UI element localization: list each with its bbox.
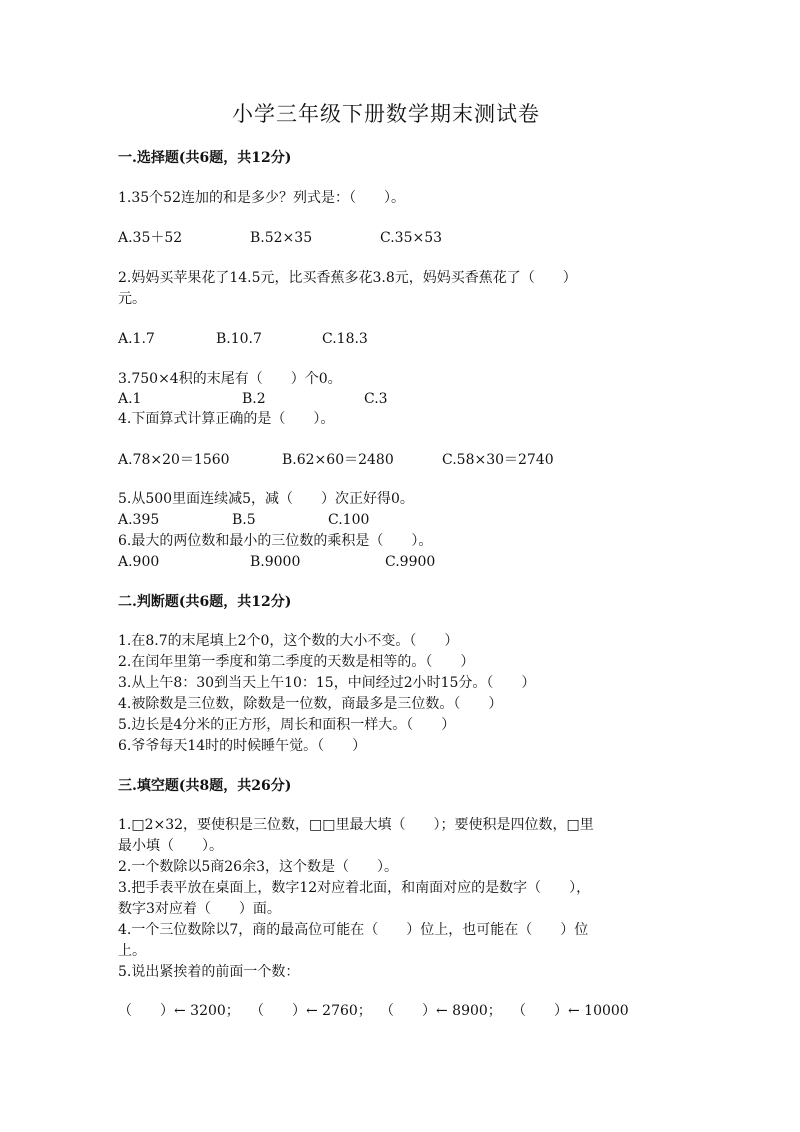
option-b: B.10.7 — [216, 331, 262, 347]
judge-question-6: 6.爷爷每天14时的时候睡午觉。（ ） — [118, 738, 367, 754]
option-c: C.35×53 — [380, 230, 443, 246]
option-b: B.2 — [242, 391, 266, 407]
fill-question-1: 1.□2×32，要使积是三位数，□□里最大填（ ）；要使积是四位数，□里 — [118, 817, 594, 833]
option-a: A.1.7 — [118, 331, 155, 347]
option-b: B.52×35 — [250, 230, 313, 246]
fill-question-1-continuation: 最小填（ ）。 — [118, 838, 223, 854]
judge-question-2: 2.在闰年里第一季度和第二季度的天数是相等的。（ ） — [118, 654, 475, 670]
sequence-item-4: （ ）← 10000 — [512, 1003, 629, 1019]
option-c: C.9900 — [385, 554, 436, 570]
question-3: 3.750×4积的末尾有（ ）个0。 — [118, 371, 342, 387]
fill-question-2: 2.一个数除以5商26余3，这个数是（ ）。 — [118, 859, 398, 875]
sequence-item-3: （ ）← 8900； — [380, 1003, 502, 1019]
option-a: A.395 — [118, 512, 160, 528]
section-heading-choice: 一.选择题(共6题，共12分) — [118, 150, 292, 166]
page-title: 小学三年级下册数学期末测试卷 — [232, 102, 540, 126]
question-2: 2.妈妈买苹果花了14.5元，比买香蕉多花3.8元，妈妈买香蕉花了（ ） — [118, 270, 577, 286]
sequence-item-1: （ ）← 3200； — [118, 1003, 240, 1019]
option-a: A.35＋52 — [118, 230, 183, 246]
fill-question-4-continuation: 上。 — [118, 943, 146, 959]
question-4: 4.下面算式计算正确的是（ ）。 — [118, 411, 335, 427]
question-2-continuation: 元。 — [118, 291, 146, 307]
judge-question-1: 1.在8.7的末尾填上2个0，这个数的大小不变。（ ） — [118, 633, 459, 649]
judge-question-3: 3.从上午8：30到当天上午10：15，中间经过2小时15分。（ ） — [118, 675, 536, 691]
question-6: 6.最大的两位数和最小的三位数的乘积是（ ）。 — [118, 533, 433, 549]
section-heading-fill: 三.填空题(共8题，共26分) — [118, 778, 292, 794]
option-c: C.58×30＝2740 — [442, 452, 554, 468]
option-c: C.100 — [328, 512, 370, 528]
option-b: B.9000 — [250, 554, 301, 570]
fill-question-3-continuation: 数字3对应着（ ）面。 — [118, 901, 281, 917]
option-c: C.3 — [364, 391, 388, 407]
fill-question-4: 4.一个三位数除以7，商的最高位可能在（ ）位上，也可能在（ ）位 — [118, 922, 589, 938]
option-c: C.18.3 — [322, 331, 368, 347]
option-a: A.78×20＝1560 — [118, 452, 230, 468]
fill-question-5: 5.说出紧挨着的前面一个数： — [118, 964, 300, 980]
judge-question-4: 4.被除数是三位数，除数是一位数，商最多是三位数。（ ） — [118, 696, 503, 712]
option-b: B.5 — [232, 512, 256, 528]
section-heading-judge: 二.判断题(共6题，共12分) — [118, 594, 292, 610]
option-a: A.1 — [118, 391, 142, 407]
question-5: 5.从500里面连续减5，减（ ）次正好得0。 — [118, 491, 414, 507]
sequence-item-2: （ ）← 2760； — [250, 1003, 372, 1019]
option-a: A.900 — [118, 554, 160, 570]
question-1: 1.35个52连加的和是多少？列式是：（ ）。 — [118, 190, 405, 206]
option-b: B.62×60＝2480 — [282, 452, 394, 468]
judge-question-5: 5.边长是4分米的正方形，周长和面积一样大。（ ） — [118, 717, 456, 733]
fill-question-3: 3.把手表平放在桌面上，数字12对应着北面，和南面对应的是数字（ ）， — [118, 880, 591, 896]
